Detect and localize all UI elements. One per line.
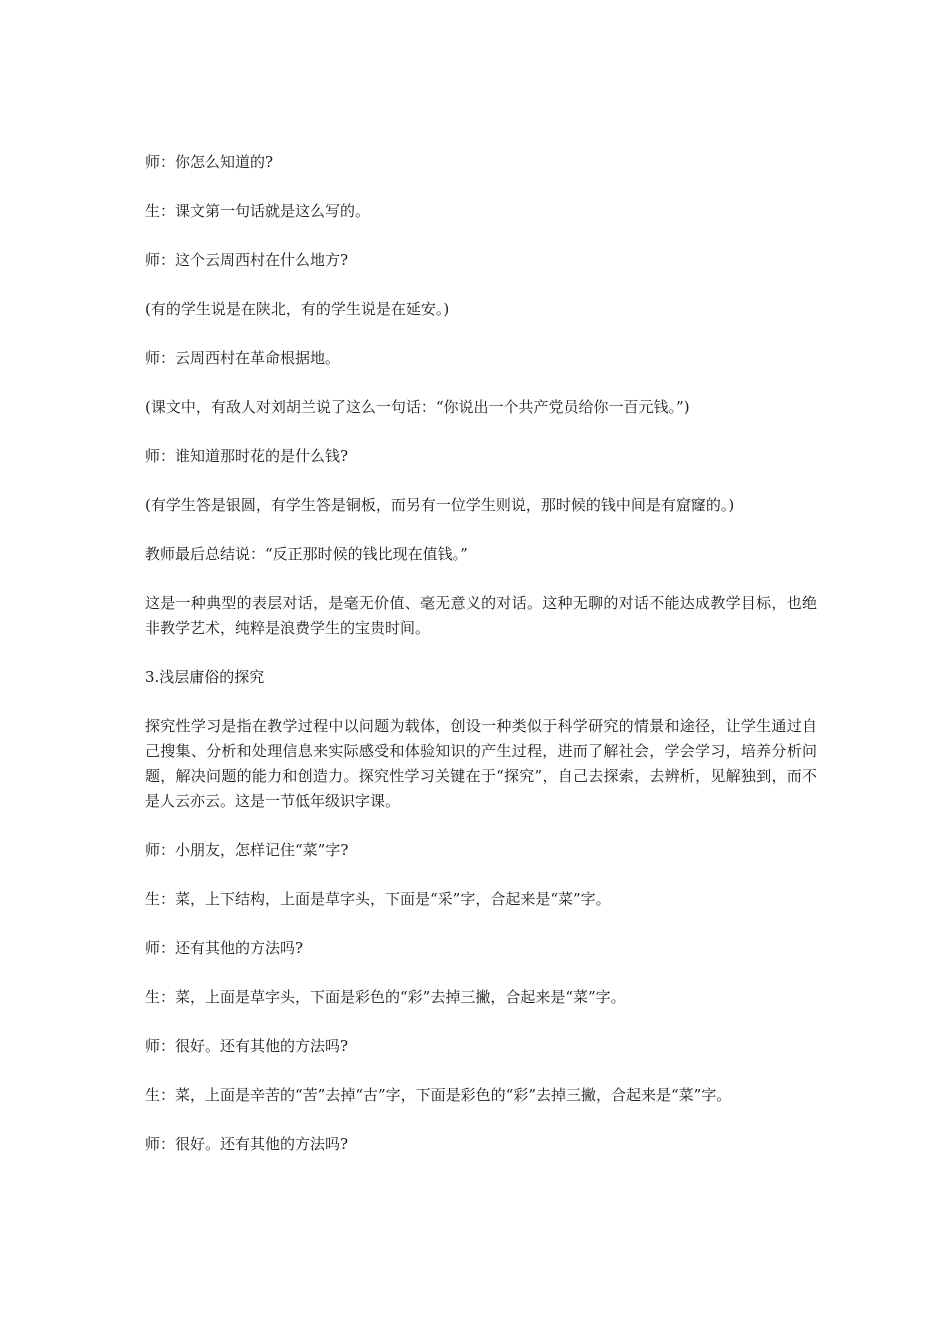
- stage-note: (课文中，有敌人对刘胡兰说了这么一句话：“你说出一个共产党员给你一百元钱。”): [145, 398, 690, 416]
- document-page: [145, 150, 817, 1181]
- dialogue-line: 生：菜，上面是草字头，下面是彩色的“彩”去掉三撇，合起来是“菜”字。: [145, 988, 626, 1006]
- dialogue-line: 师：还有其他的方法吗?: [145, 939, 304, 957]
- section-heading: 3.浅层庸俗的探究: [145, 668, 265, 686]
- dialogue-line: 师：这个云周西村在什么地方?: [145, 251, 349, 269]
- dialogue-line: 师：你怎么知道的?: [145, 153, 274, 171]
- dialogue-line: 师：谁知道那时花的是什么钱?: [145, 447, 349, 465]
- dialogue-line: 教师最后总结说：“反正那时候的钱比现在值钱。”: [145, 545, 468, 563]
- dialogue-line: 师：云周西村在革命根据地。: [145, 349, 341, 367]
- commentary-paragraph: 这是一种典型的表层对话，是毫无价值、毫无意义的对话。这种无聊的对话不能达成教学目标，也绝非教学艺术，纯粹是浪费学生的宝贵时间。: [145, 594, 817, 637]
- dialogue-line: 生：菜，上面是辛苦的“苦”去掉“古”字，下面是彩色的“彩”去掉三撇，合起来是“菜”字。: [145, 1086, 732, 1104]
- body-paragraph: 探究性学习是指在教学过程中以问题为载体，创设一种类似于科学研究的情景和途径，让学生通过自己搜集、分析和处理信息来实际感受和体验知识的产生过程，进而了解社会，学会学习，培养分析问题，解决问题的能力和创造力。探究性学习关键在于“探究”，自己去探索，去辨析，见解独到，而不是人云亦云。这是一节低年级识字课。: [145, 717, 817, 810]
- stage-note: (有的学生说是在陕北，有的学生说是在延安。): [145, 300, 450, 318]
- dialogue-line: 师：很好。还有其他的方法吗?: [145, 1135, 349, 1153]
- dialogue-line: 师：很好。还有其他的方法吗?: [145, 1037, 349, 1055]
- dialogue-line: 师：小朋友，怎样记住“菜”字?: [145, 841, 349, 859]
- stage-note: (有学生答是银圆，有学生答是铜板，而另有一位学生则说，那时候的钱中间是有窟窿的。): [145, 496, 735, 514]
- dialogue-line: 生：菜，上下结构，上面是草字头，下面是“采”字，合起来是“菜”字。: [145, 890, 611, 908]
- dialogue-line: 生：课文第一句话就是这么写的。: [145, 202, 371, 220]
